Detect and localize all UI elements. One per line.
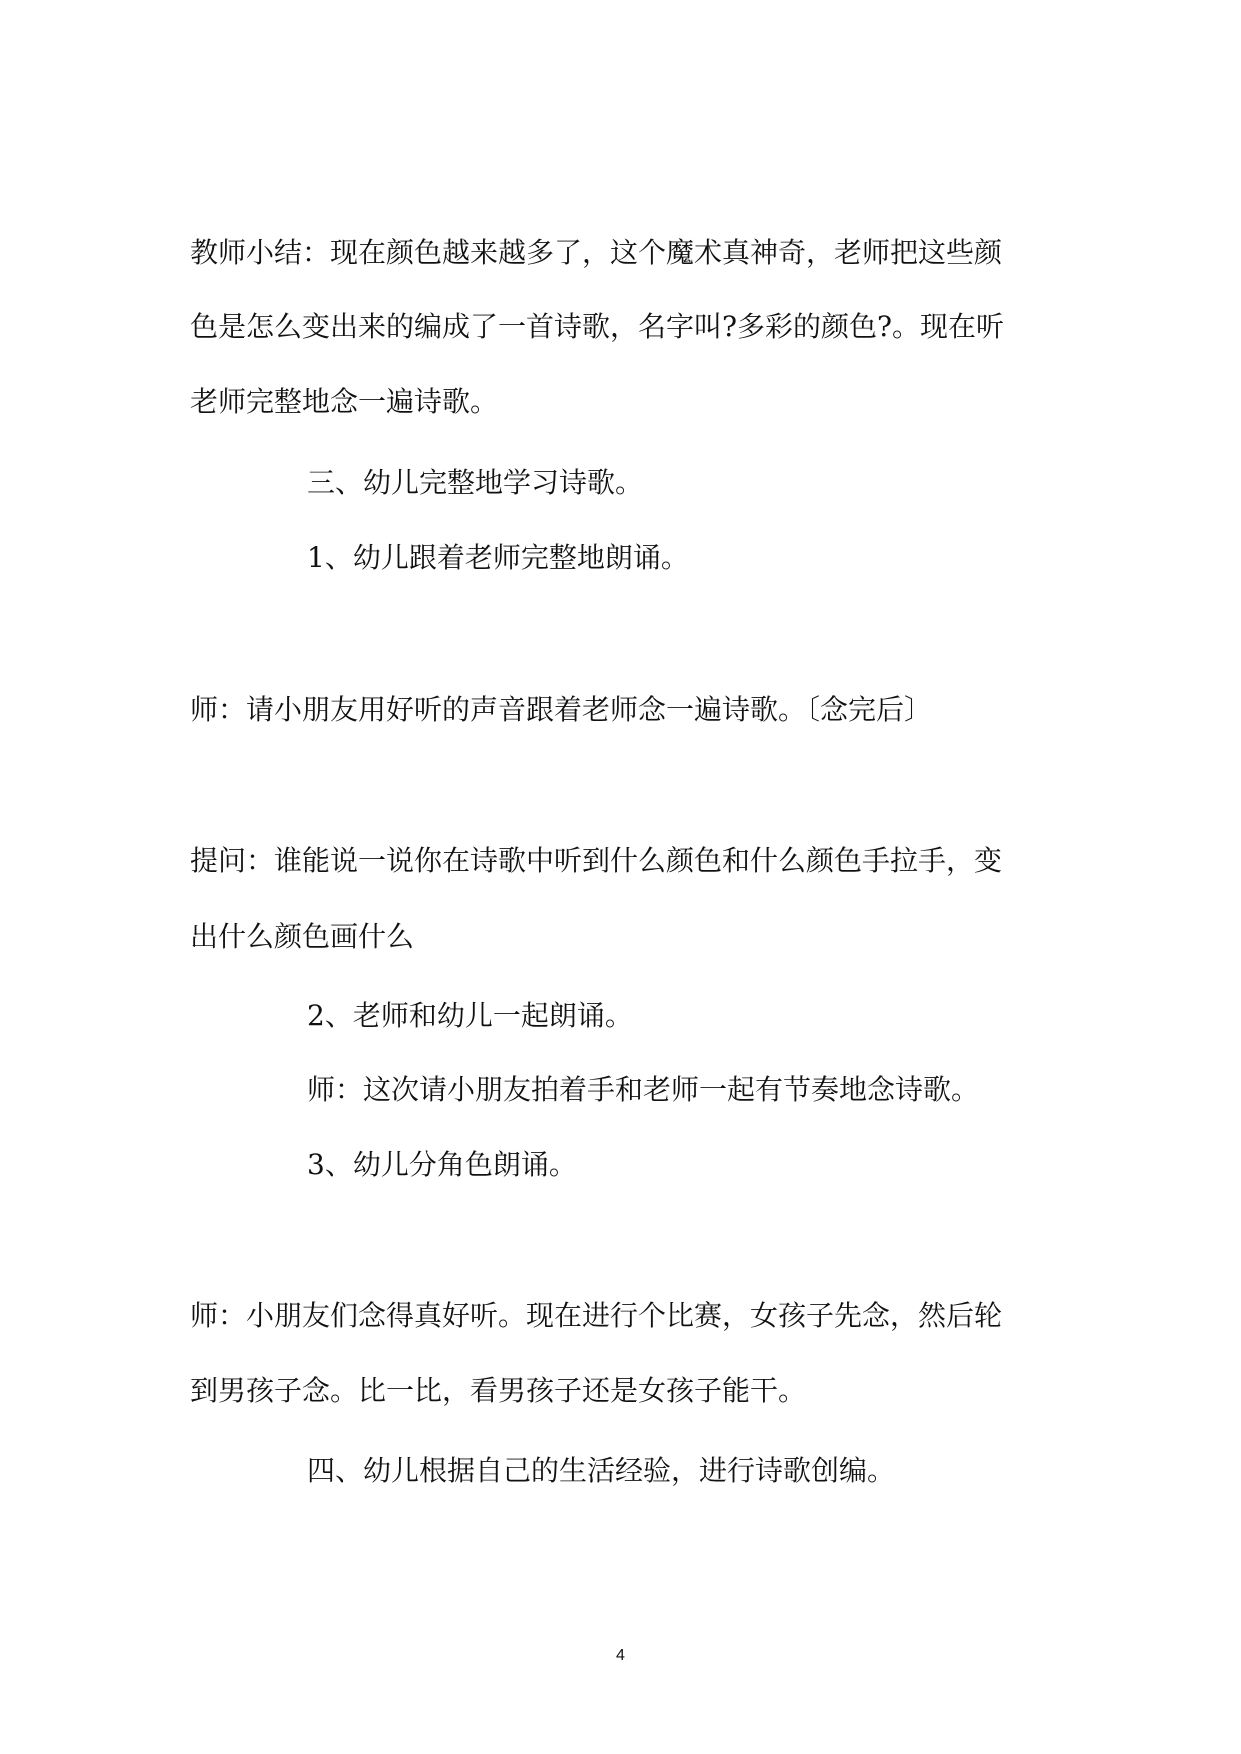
- section-heading: 四、幼儿根据自己的生活经验，进行诗歌创编。: [307, 1454, 896, 1487]
- paragraph-line: 色是怎么变出来的编成了一首诗歌，名字叫?多彩的颜色?。现在听: [190, 310, 1005, 343]
- paragraph-line: 出什么颜色画什么: [190, 920, 415, 953]
- page-number: 4: [616, 1647, 625, 1664]
- list-item: 3、幼儿分角色朗诵。: [307, 1148, 577, 1181]
- paragraph-line: 到男孩子念。比一比，看男孩子还是女孩子能干。: [190, 1374, 807, 1407]
- list-item: 2、老师和幼儿一起朗诵。: [307, 999, 633, 1032]
- paragraph-line: 教师小结：现在颜色越来越多了，这个魔术真神奇，老师把这些颜: [190, 236, 1003, 269]
- list-item: 1、幼儿跟着老师完整地朗诵。: [307, 541, 689, 574]
- paragraph-line: 提问：谁能说一说你在诗歌中听到什么颜色和什么颜色手拉手，变: [190, 844, 1003, 877]
- section-heading: 三、幼儿完整地学习诗歌。: [307, 466, 644, 499]
- paragraph-line: 师：请小朋友用好听的声音跟着老师念一遍诗歌。〔念完后〕: [190, 693, 933, 726]
- paragraph-line: 师：这次请小朋友拍着手和老师一起有节奏地念诗歌。: [307, 1073, 980, 1106]
- paragraph-line: 老师完整地念一遍诗歌。: [190, 385, 499, 418]
- paragraph-line: 师：小朋友们念得真好听。现在进行个比赛，女孩子先念，然后轮: [190, 1299, 1003, 1332]
